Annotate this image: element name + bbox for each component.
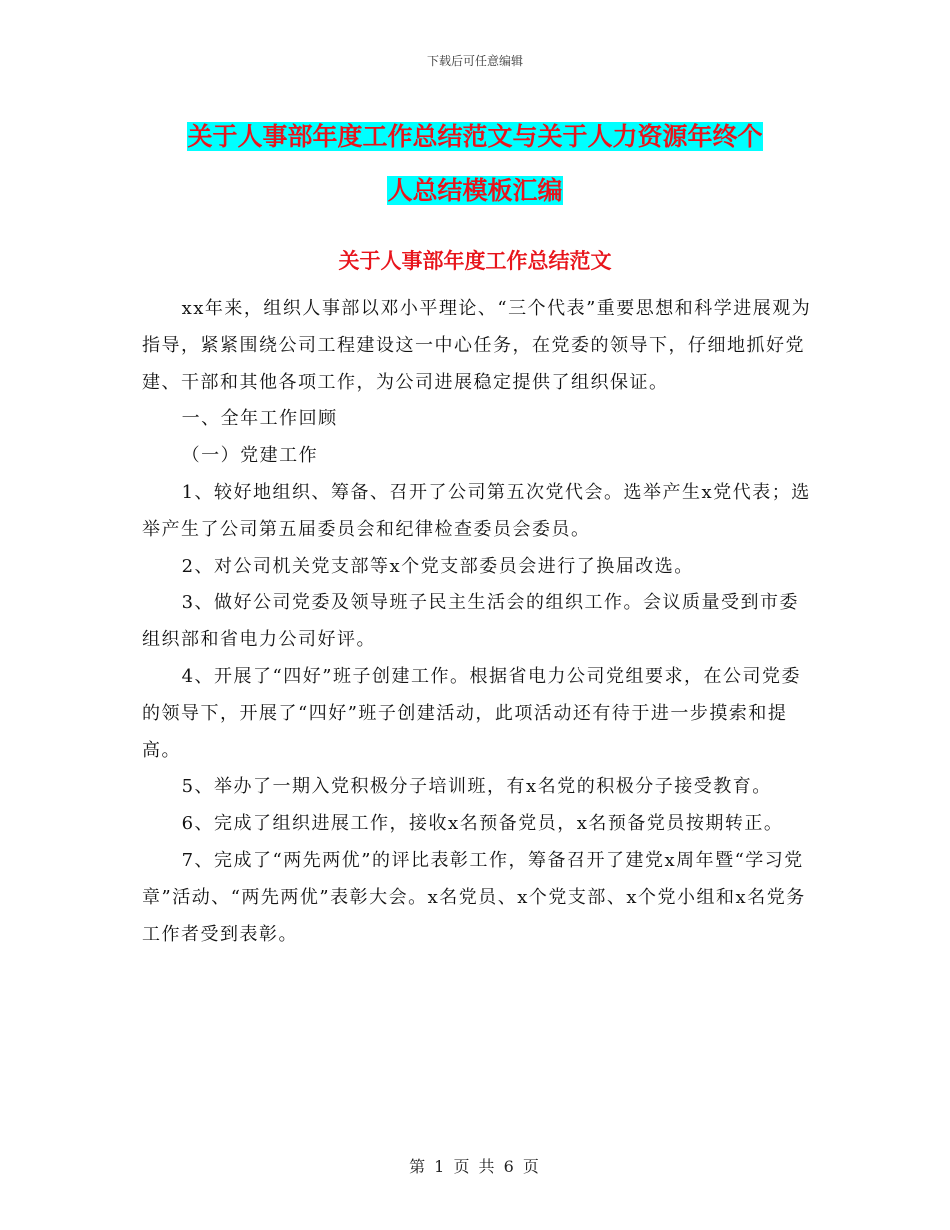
document-title — [140, 110, 810, 218]
heading-party-building: （一）党建工作 — [181, 445, 319, 467]
list-item-6: 6、完成了组织进展工作，接收x名预备党员，x名预备党员按期转正。 — [181, 813, 784, 835]
list-item-3: 3、做好公司党委及领导班子民主生活会的组织工作。会议质量受到市委组织部和省电力公司好评。 — [142, 592, 800, 651]
document-body — [142, 291, 812, 953]
page-footer: 第 1 页 共 6 页 — [409, 1157, 541, 1176]
document-title-line-1: 关于人事部年度工作总结范文与关于人力资源年终个 — [187, 122, 763, 151]
list-item-4: 4、开展了“四好”班子创建工作。根据省电力公司党组要求，在公司党委的领导下，开展了“四好”班子创建活动，此项活动还有待于进一步摸索和提高。 — [142, 665, 801, 761]
list-item-2: 2、对公司机关党支部等x个党支部委员会进行了换届改选。 — [181, 555, 694, 577]
list-item-1: 1、较好地组织、筹备、召开了公司第五次党代会。选举产生x党代表；选举产生了公司第五届委员会和纪律检查委员会委员。 — [142, 481, 811, 540]
section-title: 关于人事部年度工作总结范文 — [338, 249, 612, 273]
paragraph-intro: xx年来，组织人事部以邓小平理论、“三个代表”重要思想和科学进展观为指导，紧紧围绕公司工程建设这一中心任务，在党委的领导下，仔细地抓好党建、干部和其他各项工作，为公司进展稳定提供了组织保证。 — [142, 298, 812, 393]
document-title-line-2: 人总结模板汇编 — [387, 176, 563, 205]
heading-annual-review: 一、全年工作回顾 — [181, 408, 338, 430]
header-note: 下载后可任意编辑 — [426, 54, 523, 68]
list-item-5: 5、举办了一期入党积极分子培训班，有x名党的积极分子接受教育。 — [181, 776, 772, 798]
list-item-7: 7、完成了“两先两优”的评比表彰工作，筹备召开了建党x周年暨“学习党章”活动、“两先两优”表彰大会。x名党员、x个党支部、x个党小组和x名党务工作者受到表彰。 — [142, 849, 806, 945]
